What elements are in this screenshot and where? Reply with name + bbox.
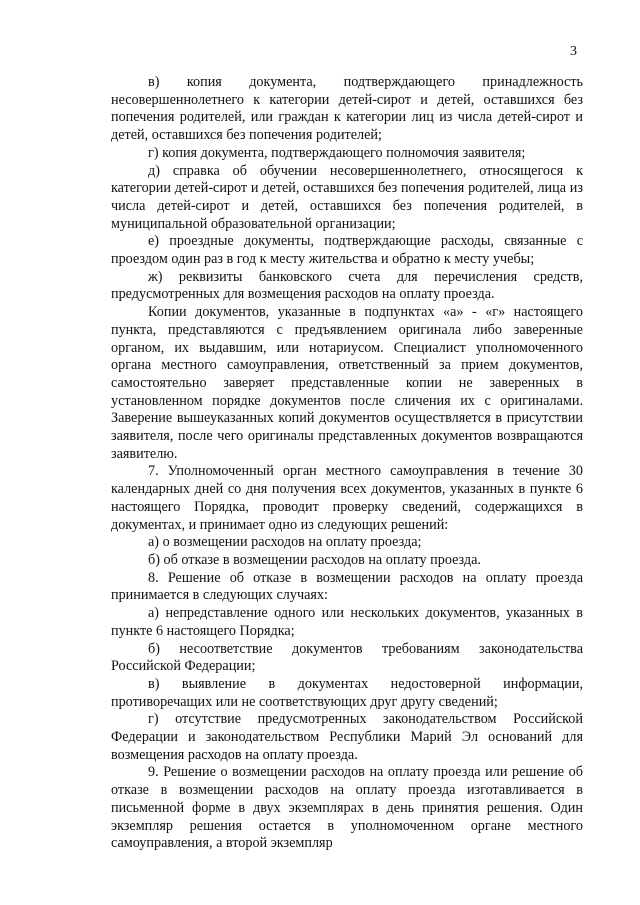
paragraph-section-8-refusal-cases: 8. Решение об отказе в возмещении расходов на оплату проезда принимается в следующих случаях:: [111, 569, 583, 604]
paragraph-item-g-copy-of-authority-document: г) копия документа, подтверждающего полномочия заявителя;: [148, 144, 526, 161]
paragraph-item-d-education-certificate: д) справка об обучении несовершеннолетнего, относящегося к категории детей-сирот и детей, оставшихся без попечения родителей, лица из числа детей-сирот и детей, оставшихся без попечения родителей, в муниципальной образовательной организации;: [111, 162, 583, 232]
paragraph-decision-b-refusal: б) об отказе в возмещении расходов на оплату проезда.: [148, 551, 481, 568]
paragraph-item-e-travel-documents: е) проездные документы, подтверждающие расходы, связанные с проездом один раз в год к месту жительства и обратно к месту учебы;: [111, 233, 583, 268]
document-body: [111, 74, 583, 853]
paragraph-case-g-no-legal-grounds: г) отсутствие предусмотренных законодательством Российской Федерации и законодательством Республики Марий Эл оснований для возмещения расходов на оплату проезда.: [111, 711, 583, 763]
paragraph-section-7-review: 7. Уполномоченный орган местного самоуправления в течение 30 календарных дней со дня получения всех документов, указанных в пункте 6 настоящего Порядка, проводит проверку сведений, содержащихся в документах, и принимает одно из следующих решений:: [111, 463, 583, 533]
paragraph-case-v-false-information: в) выявление в документах недостоверной информации, противоречащих или не соответствующих друг другу сведений;: [111, 675, 583, 710]
page-number: 3: [570, 44, 577, 59]
paragraph-case-b-legal-noncompliance: б) несоответствие документов требованиям законодательства Российской Федерации;: [111, 640, 583, 675]
paragraph-decision-a-reimbursement: а) о возмещении расходов на оплату проезда;: [148, 534, 422, 551]
paragraph-section-9-decision-form: 9. Решение о возмещении расходов на оплату проезда или решение об отказе в возмещении расходов на оплату проезда изготавливается в письменной форме в двух экземплярах в день принятия решения. Один экземпляр решения остается в уполномоченном органе местного самоуправления, а второй экземпляр: [111, 764, 583, 852]
paragraph-case-a-missing-documents: а) непредставление одного или нескольких документов, указанных в пункте 6 настоящего Порядка;: [111, 605, 583, 639]
paragraph-copies-certification: Копии документов, указанные в подпунктах «а» - «г» настоящего пункта, представляются с предъявлением оригинала либо заверенные органом, их выдавшим, или нотариусом. Специалист уполномоченного органа местного самоуправления, ответственный за прием документов, самостоятельно заверяет представленные копии не заверенных в установленном порядке документов после сличения их с оригиналами. Заверение вышеуказанных копий документов осуществляется в присутствии заявителя, после чего оригиналы представленных документов возвращаются заявителю.: [111, 304, 583, 462]
paragraph-item-v-copy-of-orphan-status-document: в) копия документа, подтверждающего принадлежность несовершеннолетнего к категории детей-сирот и детей, оставшихся без попечения родителей, или граждан к категории лиц из числа детей-сирот и детей, оставшихся без попечения родителей;: [111, 74, 583, 144]
paragraph-item-zh-bank-details: ж) реквизиты банковского счета для перечисления средств, предусмотренных для возмещения расходов на оплату проезда.: [111, 268, 583, 303]
